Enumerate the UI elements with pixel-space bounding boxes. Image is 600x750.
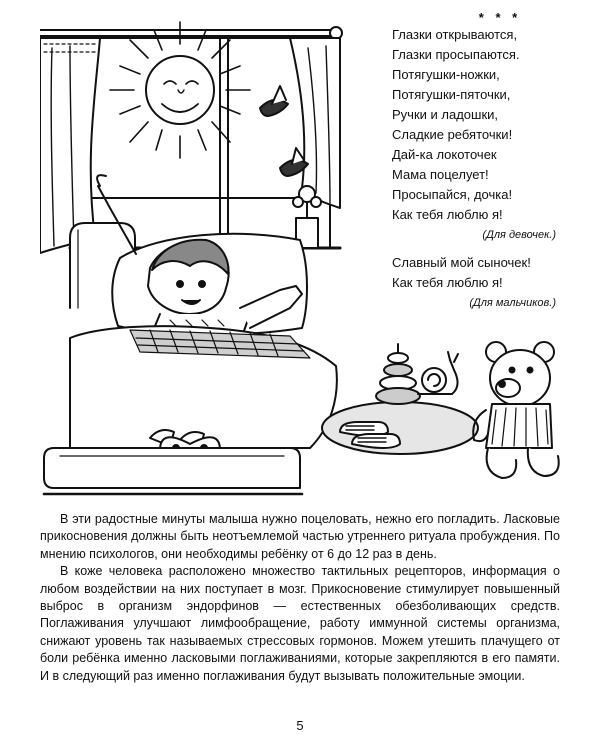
poem-line: Глазки открываются,	[392, 27, 518, 42]
poem-line: Дай-ка локоточек	[392, 147, 497, 162]
poem-line: Потягушки-ножки,	[392, 67, 500, 82]
poem-line: Ручки и ладошки,	[392, 107, 498, 122]
poem-line: Глазки просыпаются.	[392, 47, 520, 62]
paragraph: В коже человека расположено множество тактильных рецепторов, информация о любом воздействии на них поступает в мозг. Прикосновение стимулирует повышенный выброс в организм эндорфинов — естественных обезболивающих средств. Поглаживания улучшают лимфообращение, работу иммунной системы организма, снижают уровень так называемых стрессовых гормонов. Можем утешить плачущего от боли ребёнка именно ласковыми поглаживаниями, которые закрепляются в его памяти. И в следующий раз именно поглаживания будут вызывать положительные эмоции.	[40, 564, 560, 683]
poem-block	[392, 10, 562, 313]
page-number: 5	[296, 718, 304, 733]
poem-note-boys: (Для мальчиков.)	[469, 297, 556, 309]
body-text	[40, 511, 560, 685]
poem-line: Потягушки-пяточки,	[392, 87, 511, 102]
poem-line: Просыпайся, дочка!	[392, 187, 513, 202]
bird-drawing	[260, 86, 288, 116]
poem-line: Как тебя люблю я!	[392, 207, 503, 222]
bed-footboard	[44, 448, 302, 494]
teddy-bear-drawing	[473, 342, 559, 478]
poem-line: Как тебя люблю я!	[392, 275, 503, 290]
poem-separator: * * *	[478, 10, 522, 25]
poem-line: Сладкие ребяточки!	[392, 127, 513, 142]
poem-girl-lines	[392, 25, 562, 225]
paragraph: В эти радостные минуты малыша нужно поцеловать, нежно его погладить. Ласковые прикосновения должны быть неотъемлемой частью утреннего ритуала пробуждения. По мнению психологов, они необходимы ребёнку от 6 до 12 раз в день.	[40, 512, 560, 561]
poem-boy-lines	[392, 253, 562, 293]
toy-pyramid-drawing	[376, 344, 420, 404]
poem-line: Мама поцелует!	[392, 167, 489, 182]
poem-line: Славный мой сыночек!	[392, 255, 531, 270]
poem-note-girls: (Для девочек.)	[482, 229, 556, 241]
toy-snail-drawing	[418, 352, 458, 394]
